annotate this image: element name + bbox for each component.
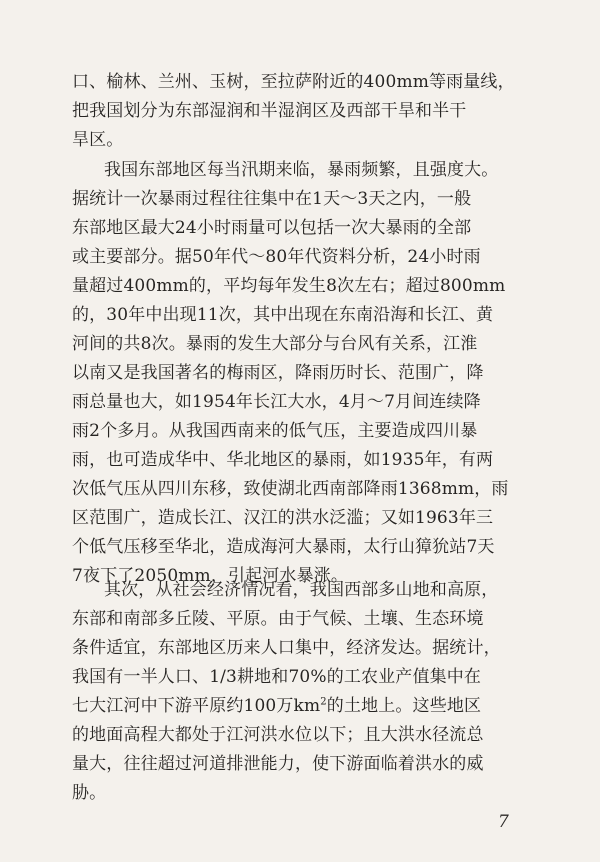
text-line: 东部地区最大24小时雨量可以包括一次大暴雨的全部 (72, 218, 472, 238)
text-line: 河间的共8次。暴雨的发生大部分与台风有关系，江淮 (72, 334, 478, 354)
text-line: 区范围广，造成长江、汉江的洪水泛滥；又如1963年三 (72, 508, 494, 528)
text-line: 口、榆林、兰州、玉树，至拉萨附近的400mm等雨量线， (72, 72, 515, 92)
text-line: 量超过400mm的，平均每年发生8次左右；超过800mm (72, 276, 506, 296)
line-suffix: 的土地上。这些地区 (326, 696, 482, 716)
text-line: 东部和南部多丘陵、平原。由于气候、土壤、生态环境 (72, 609, 484, 629)
text-line: 据统计一次暴雨过程往往集中在1天～3天之内，一般 (72, 189, 472, 209)
text-line-with-superscript (72, 692, 542, 721)
line-text: 七大江河中下游平原约100万km (72, 696, 321, 716)
text-line: 旱区。 (72, 130, 124, 150)
text-line: 的，30年中出现11次，其中出现在东南沿海和长江、黄 (72, 305, 494, 325)
text-line: 把我国划分为东部湿润和半湿润区及西部干旱和半干 (72, 101, 467, 121)
text-line: 雨2个多月。从我国西南来的低气压，主要造成四川暴 (72, 421, 478, 441)
paragraph-3 (72, 576, 542, 808)
text-line: 以南又是我国著名的梅雨区，降雨历时长、范围广，降 (72, 363, 484, 383)
text-line: 量大，往往超过河道排泄能力，使下游面临着洪水的威 (72, 754, 484, 774)
text-line: 雨总量也大，如1954年长江大水，4月～7月间连续降 (72, 392, 481, 412)
text-line: 胁。 (72, 783, 107, 803)
text-line: 或主要部分。据50年代～80年代资料分析，24小时雨 (72, 247, 481, 267)
text-line: 我国东部地区每当汛期来临，暴雨频繁，且强度大。 (104, 160, 499, 180)
text-line: 的地面高程大都处于江河洪水位以下；且大洪水径流总 (72, 725, 484, 745)
text-line: 其次，从社会经济情况看，我国西部多山地和高原， (104, 580, 499, 600)
paragraph-1 (72, 68, 542, 155)
superscript: 2 (320, 696, 327, 708)
text-line: 个低气压移至华北，造成海河大暴雨，太行山獐狁站7天 (72, 537, 495, 557)
text-line: 7夜下了2050mm，引起河水暴涨。 (72, 566, 349, 586)
text-line: 条件适宜，东部地区历来人口集中，经济发达。据统计， (72, 638, 501, 658)
text-line: 雨，也可造成华中、华北地区的暴雨，如1935年，有两 (72, 450, 494, 470)
text-line: 我国有一半人口、1/3耕地和70%的工农业产值集中在 (72, 667, 482, 687)
paragraph-2 (72, 156, 542, 591)
text-line: 次低气压从四川东移，致使湖北西南部降雨1368mm，雨 (72, 479, 509, 499)
page-number: 7 (498, 812, 509, 832)
